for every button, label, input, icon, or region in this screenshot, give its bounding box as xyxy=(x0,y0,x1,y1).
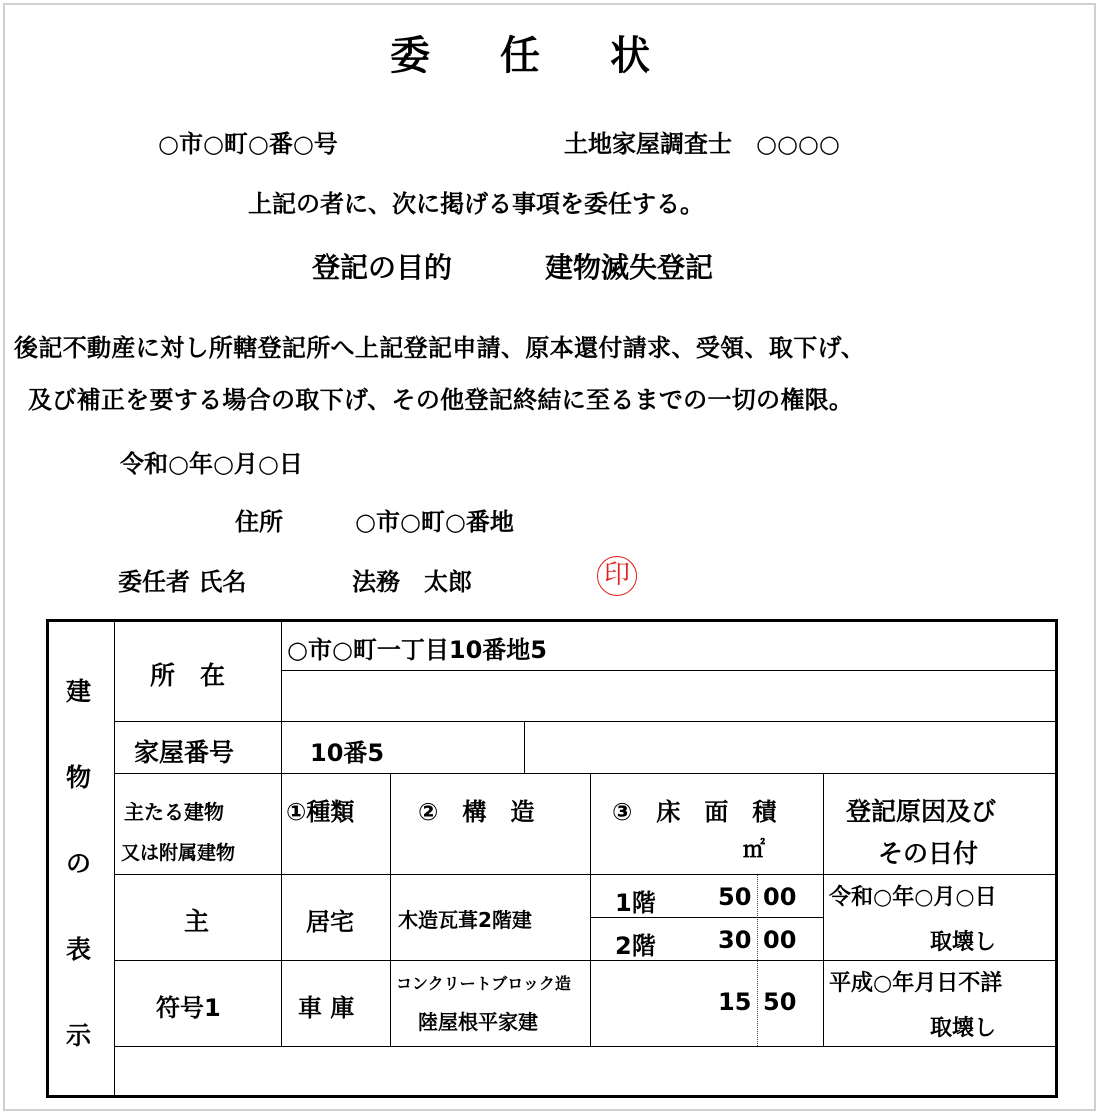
table-vline-label xyxy=(281,621,282,1046)
header-floor-area: ③ 床 面 積 xyxy=(612,798,777,826)
location-label: 所 在 xyxy=(150,661,226,690)
header-main-annex-2: 又は附属建物 xyxy=(121,842,236,864)
main-row-structure: 木造瓦葺2階建 xyxy=(398,908,532,932)
address-label: 住所 xyxy=(235,508,283,536)
header-structure: ② 構 造 xyxy=(418,798,535,826)
agent-address: ○市○町○番○号 xyxy=(158,130,338,158)
table-vline-side xyxy=(114,621,115,1097)
principal-label: 委任者 氏名 xyxy=(118,568,247,596)
agent-name: 土地家屋調査士 ○○○○ xyxy=(564,130,840,158)
house-number-value: 10番5 xyxy=(310,739,385,767)
table-hline-main xyxy=(114,874,1056,875)
main-row-label: 主 xyxy=(184,907,210,936)
header-cause-1: 登記原因及び xyxy=(846,797,997,826)
delegation-statement: 上記の者に、次に掲げる事項を委任する。 xyxy=(248,190,704,218)
main-row-cause: 取壊し xyxy=(930,930,997,955)
table-hline-location-sub xyxy=(281,670,1056,671)
seal-stamp: 印 xyxy=(597,556,637,596)
location-value: ○市○町一丁目10番地5 xyxy=(287,636,547,664)
authority-line-2: 及び補正を要する場合の取下げ、その他登記終結に至るまでの一切の権限。 xyxy=(28,386,854,414)
title-char-3: 状 xyxy=(610,33,650,79)
table-border-bottom xyxy=(46,1095,1058,1098)
table-vline-area xyxy=(823,773,824,1046)
address-value: ○市○町○番地 xyxy=(355,508,514,536)
table-vline-number xyxy=(524,721,525,773)
main-row-floor-1-dec: 00 xyxy=(763,883,797,911)
title-char-1: 委 xyxy=(390,33,430,79)
table-border-right xyxy=(1055,619,1058,1098)
table-border-top xyxy=(46,619,1058,622)
table-vline-structure xyxy=(590,773,591,1046)
table-hline-header xyxy=(114,773,1056,774)
authority-line-1: 後記不動産に対し所轄登記所へ上記登記申請、原本還付請求、受領、取下げ、 xyxy=(14,334,866,362)
table-side-label-3: の xyxy=(66,849,92,878)
header-type: ①種類 xyxy=(286,798,355,826)
header-main-annex-1: 主たる建物 xyxy=(124,800,224,824)
main-row-floor-2: 2階 xyxy=(615,932,656,960)
table-side-label-5: 示 xyxy=(66,1021,92,1050)
annex-row-structure-2: 陸屋根平家建 xyxy=(418,1010,538,1034)
purpose-label: 登記の目的 xyxy=(312,251,453,284)
annex-row-label: 符号1 xyxy=(156,994,221,1022)
header-floor-area-unit: ㎡ xyxy=(743,838,766,863)
purpose-value: 建物滅失登記 xyxy=(545,251,714,284)
annex-row-area-int: 15 xyxy=(718,988,752,1016)
table-side-label-4: 表 xyxy=(66,935,92,964)
table-side-label-2: 物 xyxy=(66,763,92,792)
main-row-floor-2-int: 30 xyxy=(718,926,752,954)
main-row-floor-1-int: 50 xyxy=(718,883,752,911)
annex-row-structure-1: コンクリートブロック造 xyxy=(396,974,571,993)
title-char-2: 任 xyxy=(500,33,540,79)
annex-row-type: 車 庫 xyxy=(298,994,355,1022)
table-hline-number xyxy=(114,721,1056,722)
table-vline-type xyxy=(390,773,391,1046)
main-row-floor-1: 1階 xyxy=(615,889,656,917)
header-cause-2: その日付 xyxy=(878,839,979,868)
annex-row-cause: 取壊し xyxy=(930,1016,997,1041)
table-hline-empty xyxy=(114,1046,1056,1047)
main-row-cause-date: 令和○年○月○日 xyxy=(829,885,997,910)
table-hline-annex xyxy=(114,960,1056,961)
principal-name: 法務 太郎 xyxy=(352,568,472,596)
main-row-floor-2-dec: 00 xyxy=(763,926,797,954)
table-border-left xyxy=(46,619,49,1098)
table-side-label-1: 建 xyxy=(66,677,92,706)
house-number-label: 家屋番号 xyxy=(134,738,235,767)
annex-row-cause-date: 平成○年月日不詳 xyxy=(829,971,1003,996)
annex-row-area-dec: 50 xyxy=(763,988,797,1016)
document-date: 令和○年○月○日 xyxy=(120,450,303,478)
main-row-type: 居宅 xyxy=(306,908,354,936)
